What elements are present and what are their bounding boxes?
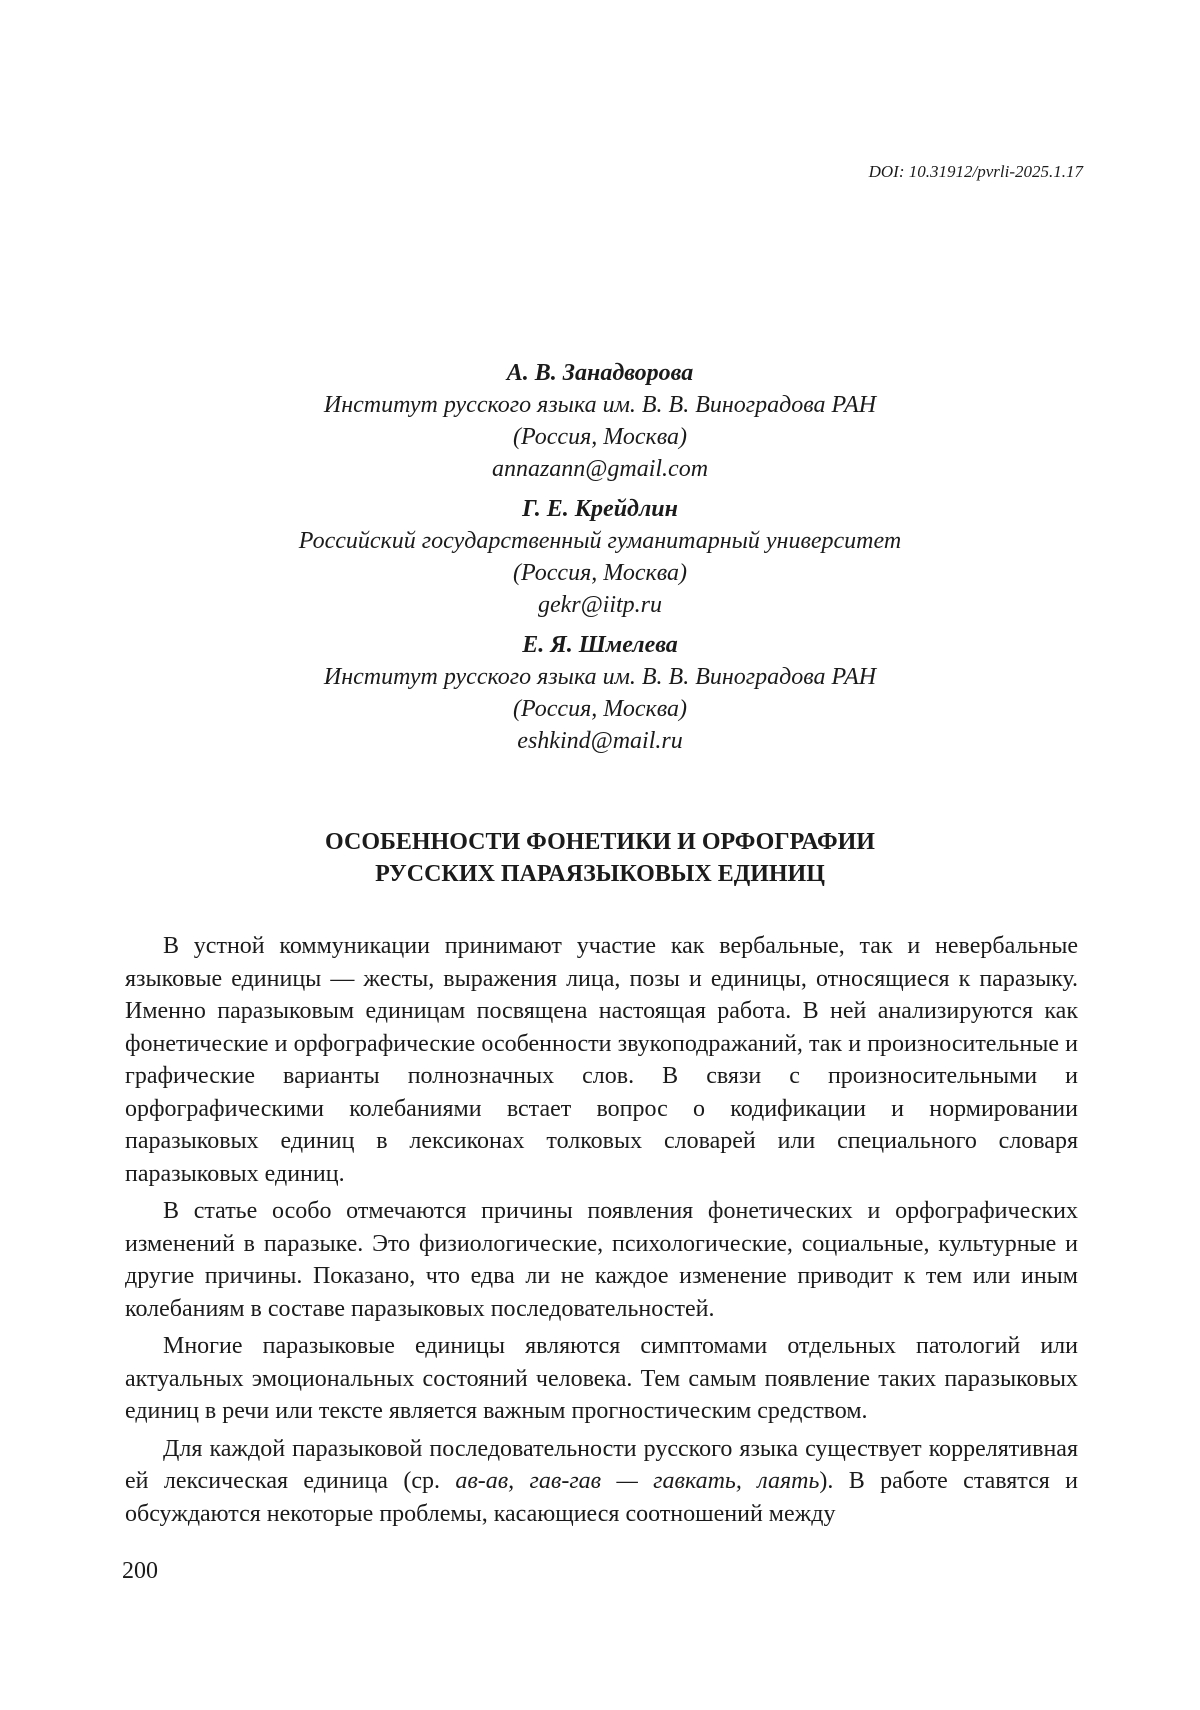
author-location: (Россия, Москва) — [512, 560, 688, 586]
author-email: gekr@iitp.ru — [537, 592, 663, 618]
paragraph-text: Для каждой паразыковой последовательности русского языка существует коррелятивная ей лексическая единица (ср. — [125, 1435, 1078, 1494]
abstract-paragraph-1: В устной коммуникации принимают участие как вербальные, так и невербальные языковые единицы — жесты, выражения лица, позы и единицы, относящиеся к паразыку. Именно паразыковым единицам посвящена настоящая работа. В ней анализируются как фонетические и орфографические особенности звукоподражаний, так и произносительные и графические варианты полнозначных слов. В связи с произносительными и орфографическими колебаниями встает вопрос о кодификации и нормировании паразыковых единиц в лексиконах толковых словарей или специального словаря паразыковых единиц. — [125, 933, 1078, 1187]
abstract-paragraph-3: Многие паразыковые единицы являются симптомами отдельных патологий или актуальных эмоциональных состояний человека. Тем самым появление таких паразыковых единиц в речи или тексте является важным прогностическим средством. — [125, 1333, 1078, 1424]
author-email: eshkind@mail.ru — [517, 728, 683, 754]
author-3 — [0, 629, 1200, 757]
abstract-paragraph-2: В статье особо отмечаются причины появления фонетических и орфографических изменений в паразыке. Это физиологические, психологические, социальные, культурные и другие причины. Показано, что едва ли не каждое изменение приводит к тем или иным колебаниям в составе паразыковых последовательностей. — [125, 1198, 1078, 1322]
author-location: (Россия, Москва) — [512, 696, 688, 722]
author-name: Г. Е. Крейдлин — [522, 496, 678, 522]
page-number: 200 — [122, 1558, 158, 1584]
author-name: А. В. Занадворова — [506, 360, 694, 386]
author-affiliation: Российский государственный гуманитарный университет — [298, 528, 902, 554]
article-title — [0, 826, 1200, 890]
title-line-2: РУССКИХ ПАРАЯЗЫКОВЫХ ЕДИНИЦ — [375, 861, 825, 887]
doi: DOI: 10.31912/pvrli-2025.1.17 — [868, 162, 1083, 181]
title-line-1: ОСОБЕННОСТИ ФОНЕТИКИ И ОРФОГРАФИИ — [325, 829, 875, 855]
abstract — [125, 930, 1078, 1535]
author-1 — [0, 357, 1200, 485]
author-affiliation: Институт русского языка им. В. В. Виноградова РАН — [323, 664, 877, 690]
author-name: Е. Я. Шмелева — [522, 632, 678, 658]
author-affiliation: Институт русского языка им. В. В. Виноградова РАН — [323, 392, 877, 418]
abstract-paragraph-4 — [125, 1433, 1078, 1531]
author-location: (Россия, Москва) — [512, 424, 688, 450]
example-italic: ав-ав, гав-гав — гавкать, лаять — [455, 1468, 820, 1494]
author-2 — [0, 493, 1200, 621]
paragraph-text: ). В работе ставятся и обсуждаются некоторые проблемы, касающиеся соотношений между — [125, 1468, 1078, 1527]
author-email: annazann@gmail.com — [491, 456, 709, 482]
authors-block — [0, 357, 1200, 765]
